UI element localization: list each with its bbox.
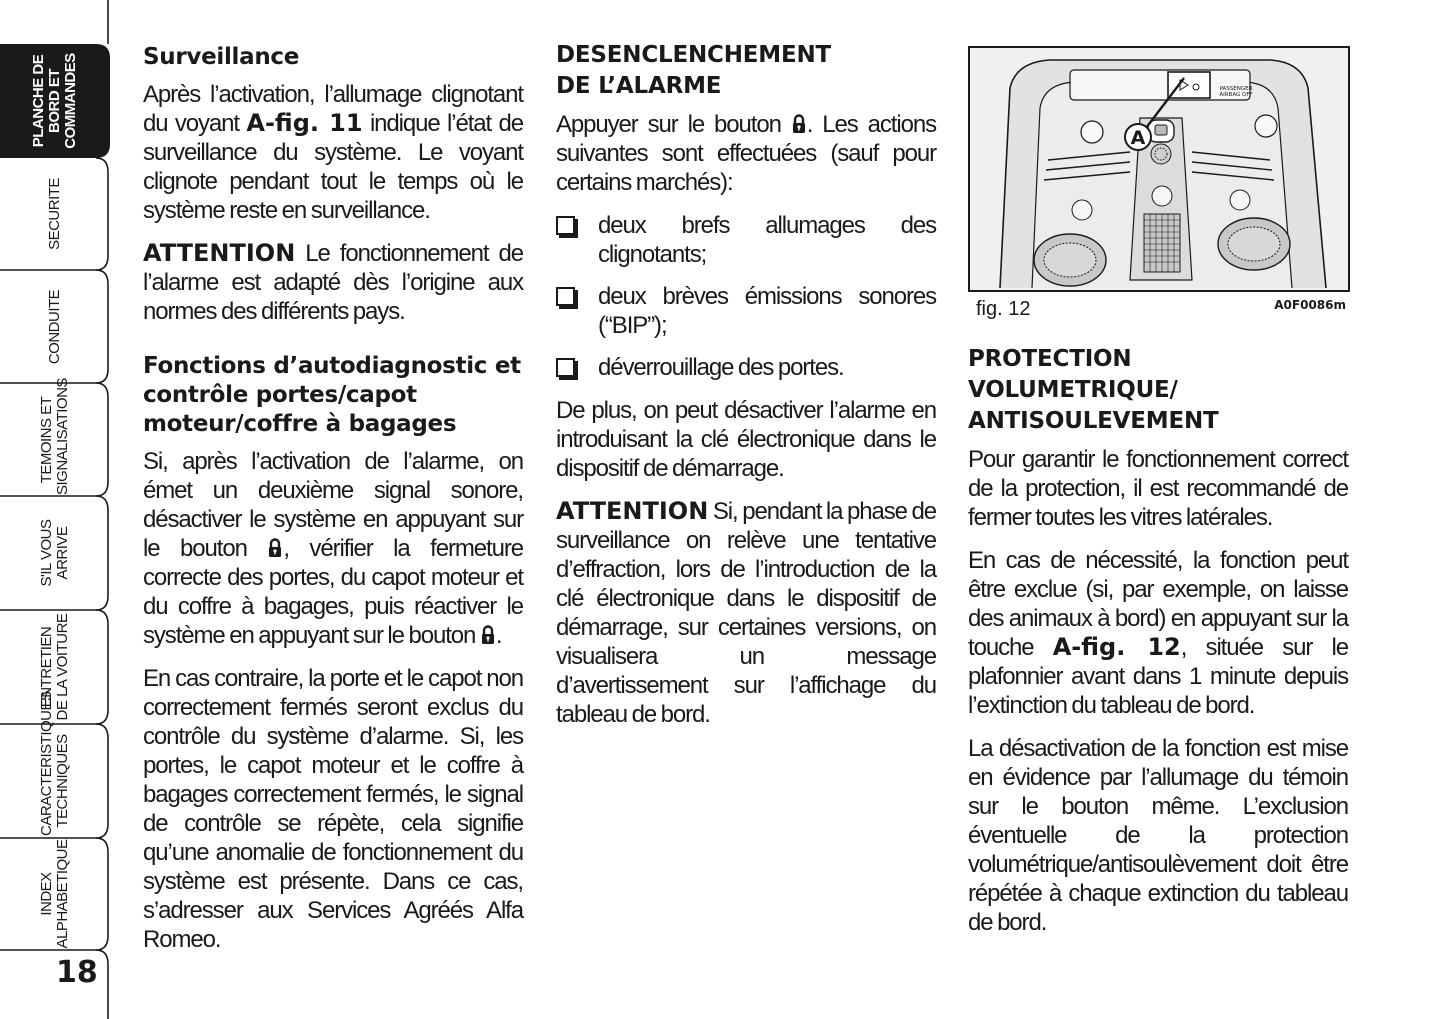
tab-sil-vous-arrive[interactable]: S'IL VOUS ARRIVE	[38, 519, 71, 587]
protection-paragraph-2: En cas de nécessité, la fonction peut être exclue (si, par exemple, on laisse des animaux à bord) en appuyant sur la touche A-fig. 12, située sur le plafonnier avant dans 1 minute depuis l’extinction du tableau de bord.	[968, 547, 1348, 719]
figure-12-ceiling-light	[968, 46, 1350, 292]
panel-text-2: AIRBAG OFF	[1219, 92, 1253, 98]
column-2	[556, 40, 936, 743]
tab-conduite[interactable]: CONDUITE	[46, 289, 63, 364]
surveillance-heading: Surveillance	[143, 44, 300, 70]
tab-securite[interactable]: SECURITE	[46, 178, 63, 250]
surveillance-paragraph-1: Après l’activation, l’allumage clignotant du voyant A-fig. 11 indique l’état de surveillance du système. Le voyant clignote pendant tout le temps où le système reste en surveillance.	[143, 81, 523, 224]
autodiagnostic-heading: Fonctions d’autodiagnostic et contrôle portes/capot moteur/coffre à bagages	[143, 353, 521, 437]
desenclenchement-paragraph-1: Appuyer sur le bouton . Les actions suivantes sont effectuées (sauf pour certains marchés):	[556, 111, 936, 196]
autodiagnostic-paragraph-1: Si, après l’activation de l’alarme, on émet un deuxième signal sonore, désactiver le système en appuyant sur le bouton , vérifier la fermeture correcte des portes, du capot moteur et du coffre à bagages, puis réactiver le système en appuyant sur le bouton .	[143, 448, 523, 649]
tab-entretien[interactable]: ENTRETIEN DE LA VOITURE	[38, 613, 71, 721]
list-item: deux brefs allumages des clignotants;	[556, 211, 936, 269]
protection-paragraph-1: Pour garantir le fonctionnement correct de la protection, il est recommandé de fermer toutes les vitres latérales.	[968, 446, 1348, 531]
figure-caption	[968, 292, 1348, 332]
list-item: déverrouillage des portes.	[556, 353, 936, 382]
panel-text-1: PASSENGER	[1219, 86, 1253, 92]
surveillance-attention: ATTENTION Le fonctionnement de l’alarme est adapté dès l’origine aux normes des différents pays.	[143, 239, 523, 325]
lock-icon	[268, 538, 282, 558]
tab-index[interactable]: INDEX ALPHABETIQUE	[38, 839, 71, 949]
column-1	[143, 40, 523, 968]
lock-icon	[792, 114, 806, 134]
figure-code: A0F0086m	[1274, 298, 1346, 312]
callout-a: A	[1130, 127, 1146, 149]
desenclenchement-paragraph-2: De plus, on peut désactiver l’alarme en introduisant la clé électronique dans le dispositif de démarrage.	[556, 397, 936, 482]
ceiling-console-illustration	[970, 48, 1348, 290]
lock-icon	[481, 625, 495, 645]
tab-caracteristiques[interactable]: CARACTERISTIQUES TECHNIQUES	[38, 691, 71, 836]
fig-12-reference: A-fig. 12	[1052, 633, 1181, 661]
autodiagnostic-paragraph-2: En cas contraire, la porte et le capot non correctement fermés seront exclus du contrôle du système d’alarme. Si, les portes, le capot moteur et le coffre à bagages correctement fermés, le signal de contrôle se répète, cela signifie qu’une anomalie de fonctionnement du système est présente. Dans ce cas, s’adresser aux Services Agréés Alfa Romeo.	[143, 665, 523, 953]
chapter-tabs	[0, 0, 110, 1019]
desenclenchement-attention: ATTENTION Si, pendant la phase de surveillance on relève une tentative d’effraction, lors de l’introduction de la clé électronique dans le dispositif de démarrage, sur certaines versions, on visualisera un message d’avertissement sur l’affichage du tableau de bord.	[556, 497, 936, 728]
protection-heading: PROTECTION VOLUMETRIQUE/ ANTISOULEVEMENT	[968, 346, 1219, 434]
column-3	[968, 42, 1348, 951]
protection-paragraph-3: La désactivation de la fonction est mise en évidence par l’allumage du témoin sur le bouton même. L’exclusion éventuelle de la protection volumétrique/antisoulèvement doit être répétée à chaque extinction du tableau de bord.	[968, 735, 1348, 936]
tab-temoins[interactable]: TEMOINS ET SIGNALISATIONS	[38, 377, 71, 495]
actions-list	[556, 211, 936, 382]
checkbox-bullet-icon	[556, 358, 575, 377]
page-number: 18	[56, 955, 98, 990]
desenclenchement-heading: DESENCLENCHEMENT DE L’ALARME	[556, 42, 832, 99]
tab-planche-de-bord[interactable]: PLANCHE DE BORD ET COMMANDES	[30, 53, 79, 149]
list-item: deux brèves émissions sonores (“BIP”);	[556, 282, 936, 340]
checkbox-bullet-icon	[556, 287, 575, 306]
fig-11-reference: A-fig. 11	[246, 109, 363, 137]
figure-label: fig. 12	[976, 298, 1031, 320]
checkbox-bullet-icon	[556, 216, 575, 235]
